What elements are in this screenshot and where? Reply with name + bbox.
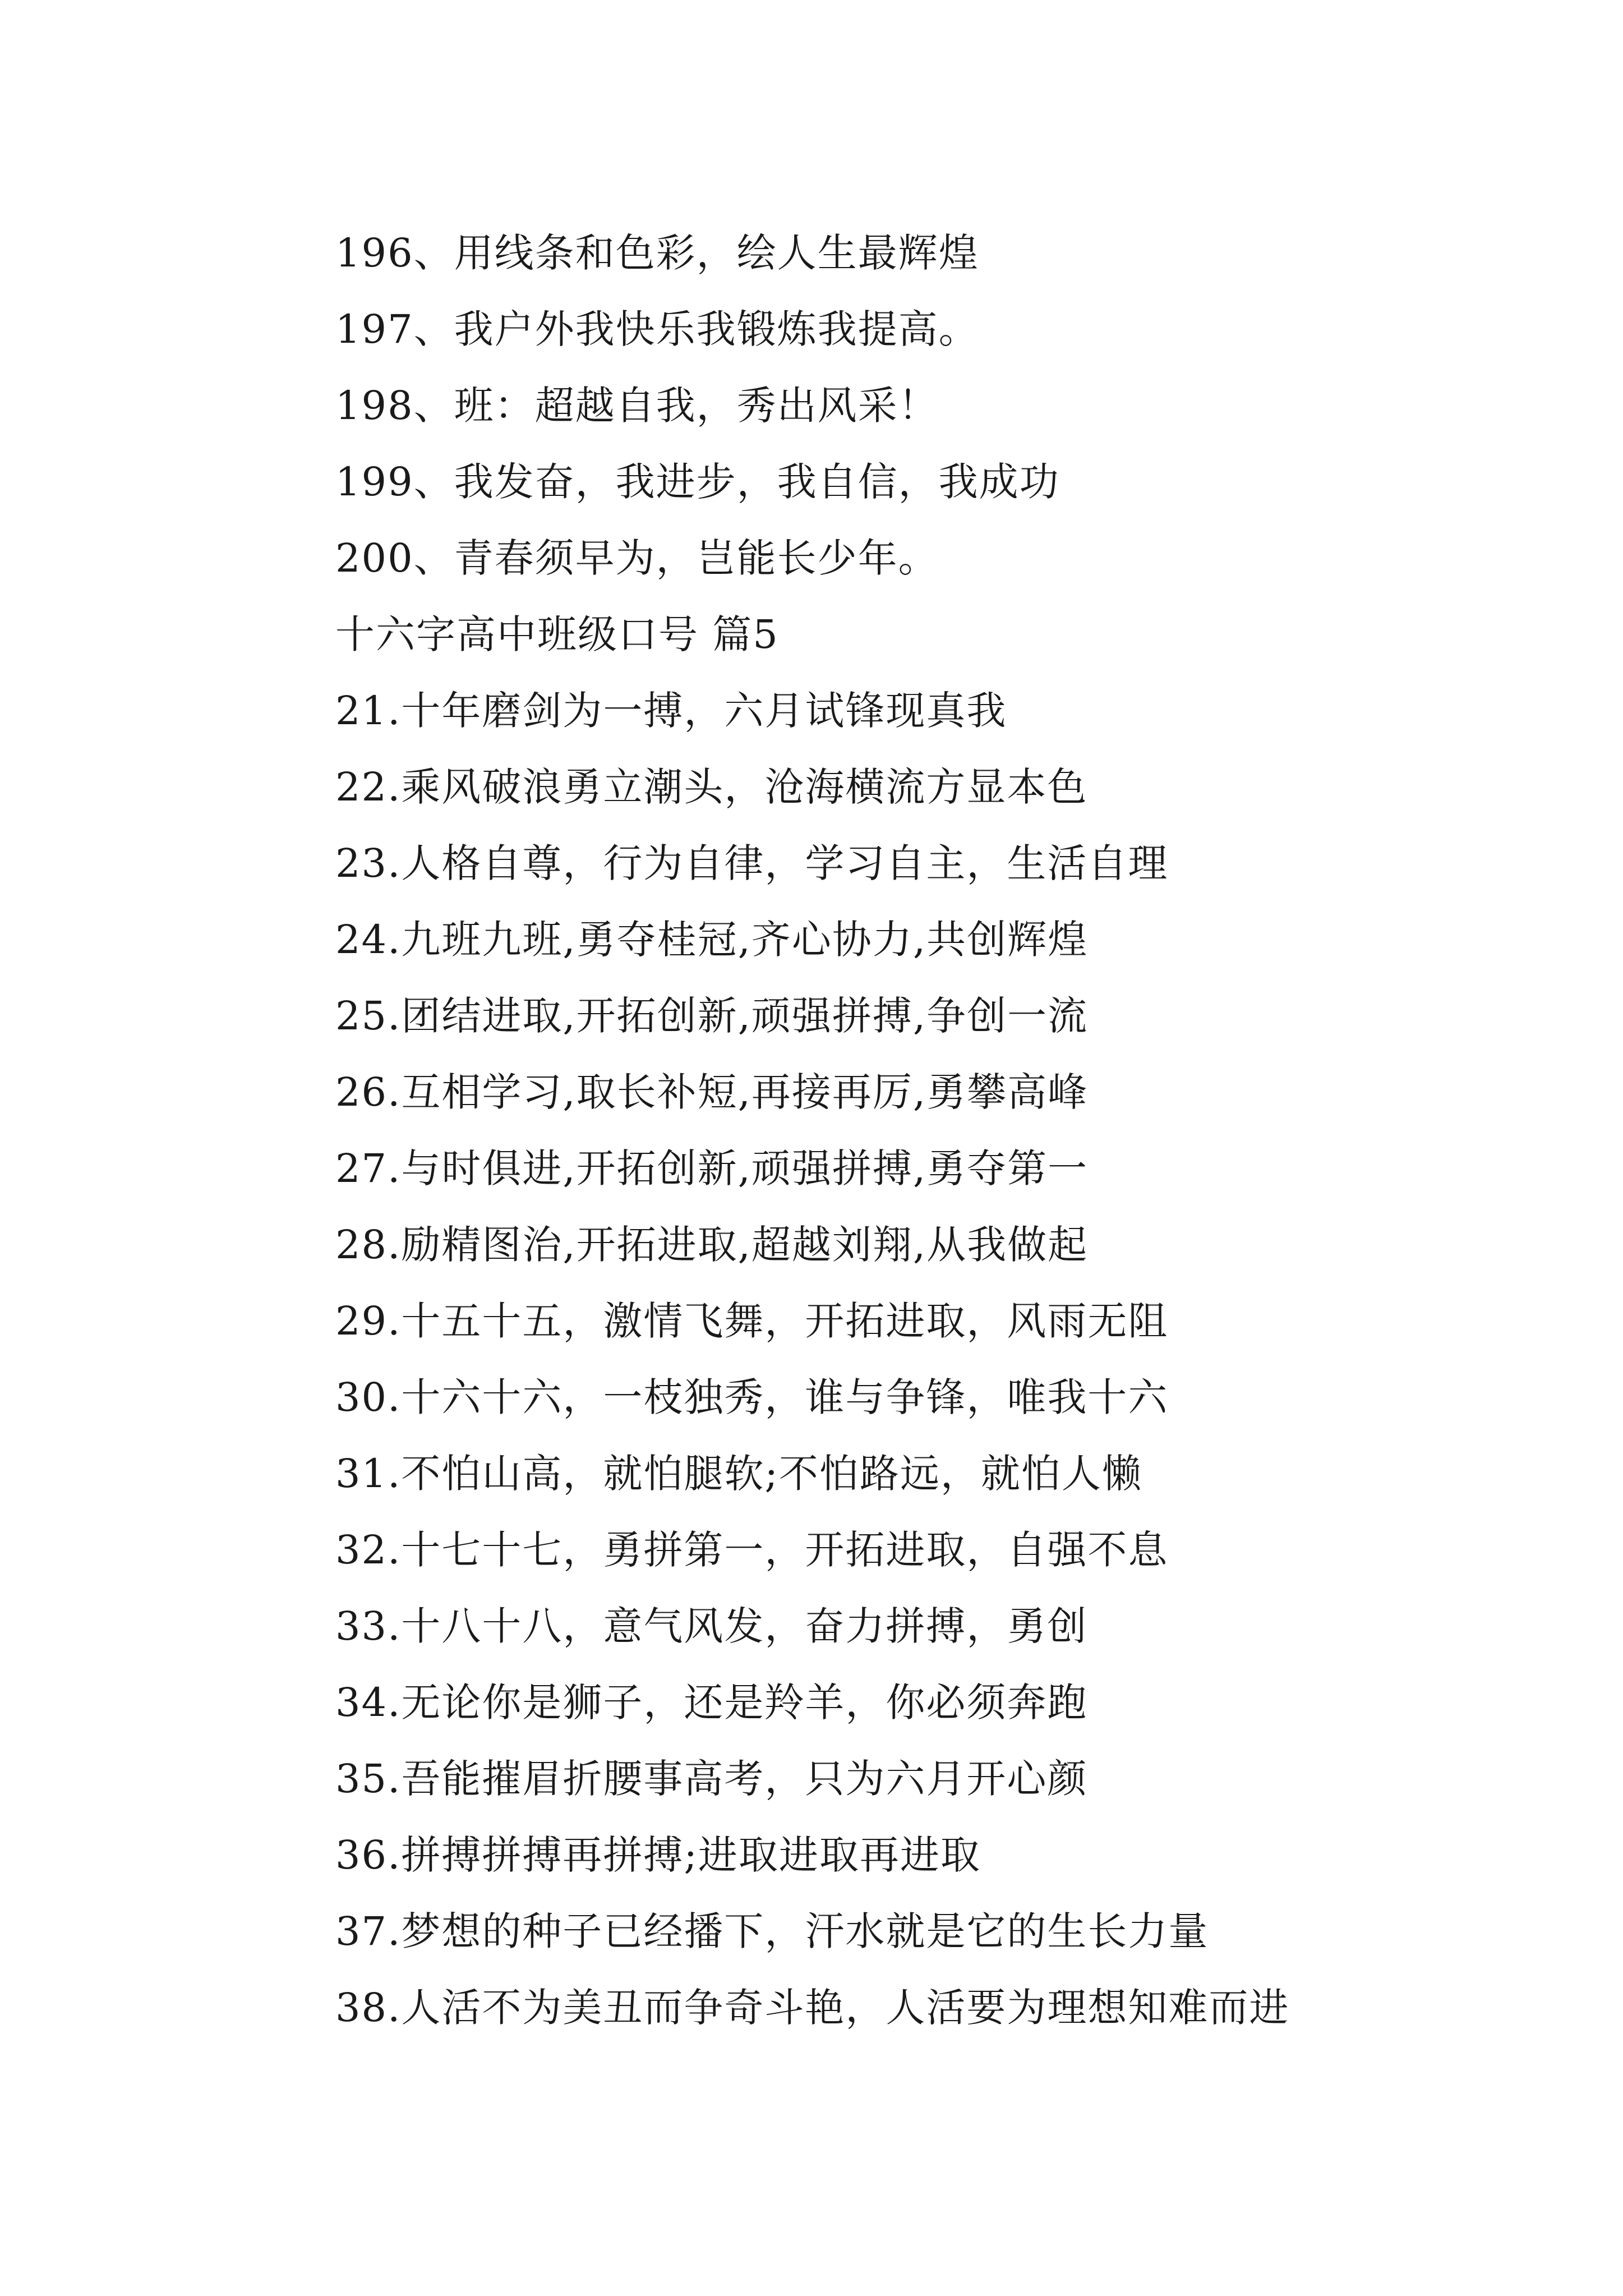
section-heading: 十六字高中班级口号 篇5 bbox=[335, 611, 779, 657]
list-item: 200、青春须早为，岂能长少年。 bbox=[335, 535, 939, 581]
slogan-list bbox=[335, 215, 1541, 2046]
list-item: 33.十八十八，意气风发，奋力拼搏，勇创 bbox=[335, 1603, 1088, 1649]
list-item: 27.与时俱进,开拓创新,顽强拼搏,勇夺第一 bbox=[335, 1145, 1089, 1191]
list-item: 199、我发奋，我进步，我自信，我成功 bbox=[335, 459, 1060, 505]
list-item: 22.乘风破浪勇立潮头，沧海横流方显本色 bbox=[335, 764, 1088, 810]
list-item: 197、我户外我快乐我锻炼我提高。 bbox=[335, 306, 979, 352]
list-item: 29.十五十五，激情飞舞，开拓进取，风雨无阻 bbox=[335, 1298, 1169, 1344]
list-item: 198、班：超越自我，秀出风采！ bbox=[335, 383, 939, 429]
list-item: 38.人活不为美丑而争奇斗艳，人活要为理想知难而进 bbox=[335, 1985, 1290, 2031]
list-item: 32.十七十七，勇拼第一，开拓进取，自强不息 bbox=[335, 1527, 1169, 1573]
list-item: 35.吾能摧眉折腰事高考，只为六月开心颜 bbox=[335, 1756, 1088, 1802]
list-item: 28.励精图治,开拓进取,超越刘翔,从我做起 bbox=[335, 1222, 1089, 1268]
list-item: 34.无论你是狮子，还是羚羊，你必须奔跑 bbox=[335, 1680, 1088, 1726]
list-item: 24.九班九班,勇夺桂冠,齐心协力,共创辉煌 bbox=[335, 917, 1089, 963]
list-item: 37.梦想的种子已经播下，汗水就是它的生长力量 bbox=[335, 1908, 1209, 1954]
list-item: 36.拼搏拼搏再拼搏;进取进取再进取 bbox=[335, 1832, 981, 1878]
list-item: 21.十年磨剑为一搏，六月试锋现真我 bbox=[335, 688, 1007, 734]
list-item: 23.人格自尊，行为自律，学习自主，生活自理 bbox=[335, 840, 1169, 886]
list-item: 31.不怕山高，就怕腿软;不怕路远，就怕人懒 bbox=[335, 1451, 1142, 1497]
list-item: 196、用线条和色彩，绘人生最辉煌 bbox=[335, 230, 979, 276]
list-item: 30.十六十六，一枝独秀，谁与争锋，唯我十六 bbox=[335, 1374, 1169, 1420]
list-item: 26.互相学习,取长补短,再接再厉,勇攀高峰 bbox=[335, 1069, 1089, 1115]
list-item: 25.团结进取,开拓创新,顽强拼搏,争创一流 bbox=[335, 993, 1089, 1039]
